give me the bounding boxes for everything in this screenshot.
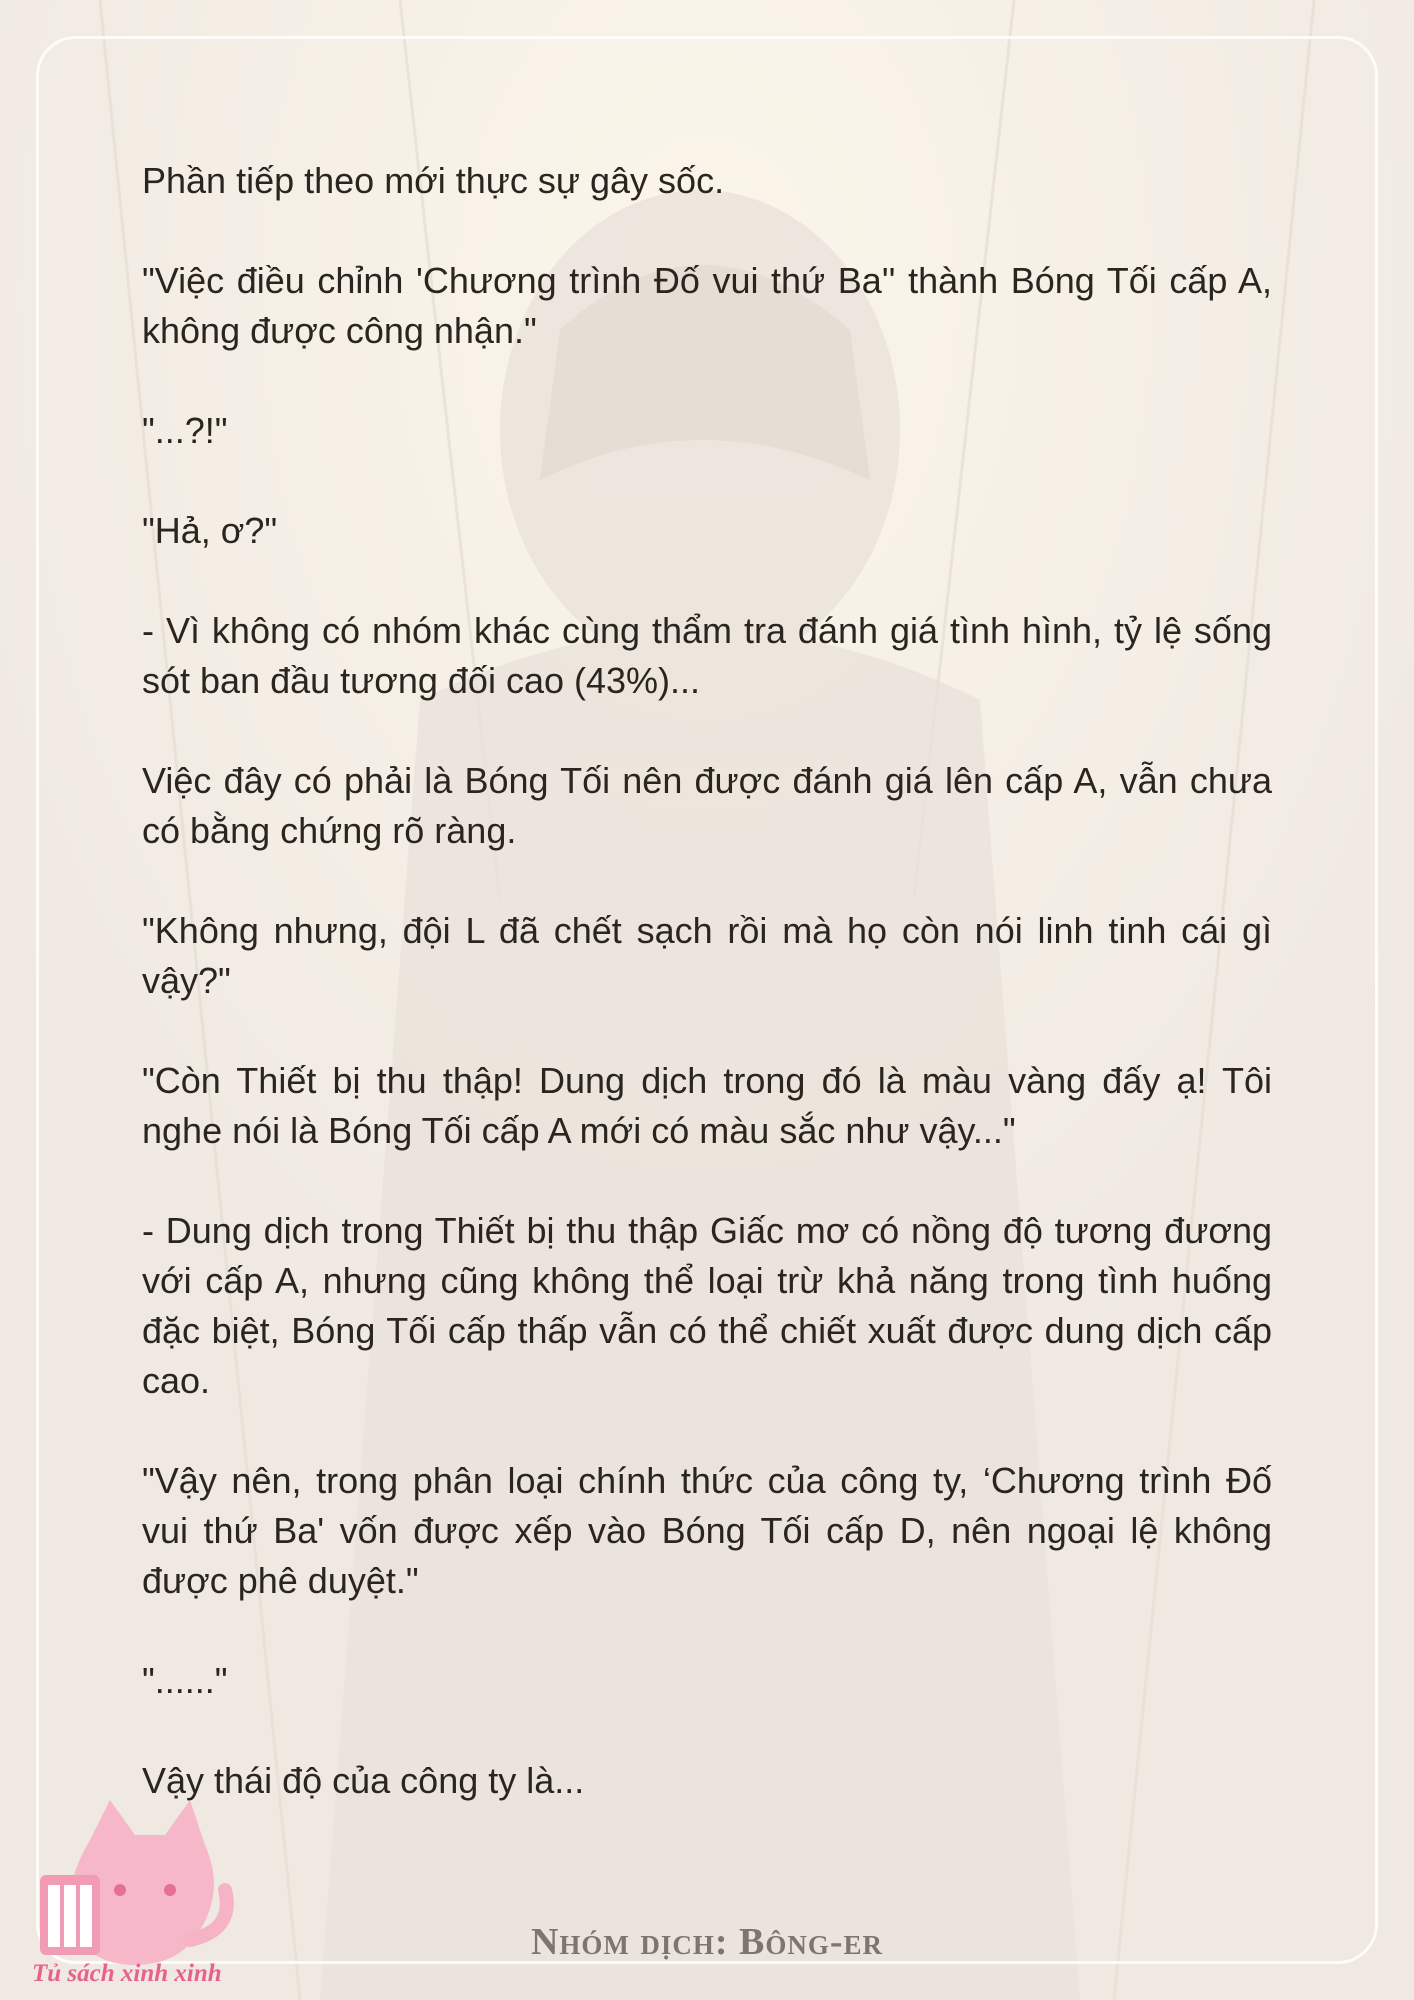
paragraph: "Vậy nên, trong phân loại chính thức của công ty, ‘Chương trình Đố vui thứ Ba' vốn được xếp vào Bóng Tối cấp D, nên ngoại lệ không được phê duyệt.": [142, 1460, 1272, 1601]
paragraph: "Còn Thiết bị thu thập! Dung dịch trong đó là màu vàng đấy ạ! Tôi nghe nói là Bóng Tối cấp A mới có màu sắc như vậy...": [142, 1060, 1272, 1151]
translator-credit: Nhóm dịch: Bông-er: [530, 1921, 884, 1963]
paragraph: Vậy thái độ của công ty là...: [142, 1760, 585, 1801]
paragraph: "Việc điều chỉnh 'Chương trình Đố vui thứ Ba'' thành Bóng Tối cấp A, không được công nhận.": [142, 260, 1272, 351]
logo-text: Tủ sách xinh xinh: [32, 1960, 222, 1987]
paragraph: "Không nhưng, đội L đã chết sạch rồi mà họ còn nói linh tinh cái gì vậy?": [142, 910, 1272, 1001]
paragraph: Phần tiếp theo mới thực sự gây sốc.: [142, 160, 725, 201]
chapter-text: [142, 156, 1272, 1856]
paragraph: - Dung dịch trong Thiết bị thu thập Giấc mơ có nồng độ tương đương với cấp A, nhưng cũng không thể loại trừ khả năng trong tình huống đặc biệt, Bóng Tối cấp thấp vẫn có thể chiết xuất được dung dịch cấp cao.: [142, 1210, 1272, 1401]
paragraph: Việc đây có phải là Bóng Tối nên được đánh giá lên cấp A, vẫn chưa có bằng chứng rõ ràng.: [142, 760, 1272, 851]
paragraph: "...?!": [142, 410, 228, 451]
paragraph: "Hả, ơ?": [142, 510, 278, 551]
paragraph: - Vì không có nhóm khác cùng thẩm tra đánh giá tình hình, tỷ lệ sống sót ban đầu tương đối cao (43%)...: [142, 610, 1272, 701]
paragraph: "......": [142, 1660, 228, 1701]
